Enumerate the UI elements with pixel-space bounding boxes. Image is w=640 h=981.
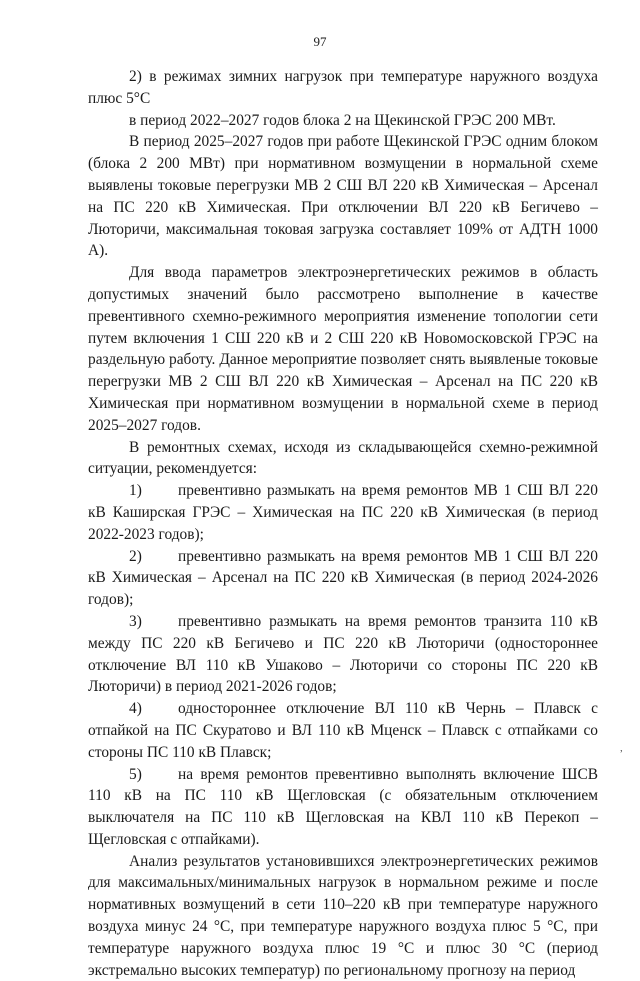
list-item-text: одностороннее отключение ВЛ 110 кВ Чернь – Плавск с отпайкой на ПС Скуратово и ВЛ 110 кВ Мценск – Плавск с отпайками со стороны ПС 110 кВ Плавск; — [88, 700, 598, 761]
paragraph: В ремонтных схемах, исходя из складывающейся схемно-режимной ситуации, рекомендуется: — [88, 438, 598, 478]
margin-mark: , — [620, 742, 623, 754]
page-number: 97 — [313, 34, 327, 49]
list-item — [88, 764, 598, 851]
paragraph: В период 2025–2027 годов при работе Щекинской ГРЭС одним блоком (блока 2 200 МВт) при нормативном возмущении в нормальной схеме выявлены токовые перегрузки МВ 2 СШ ВЛ 220 кВ Химическая – Арсенал на ПС 220 кВ Химическая. При отключении ВЛ 220 кВ Бегичево – Люторичи, максимальная токовая загрузка составляет 109% от АДТН 1000 А). — [88, 133, 598, 260]
document-body — [88, 66, 598, 981]
list-item-text: превентивно размыкать на время ремонтов транзита 110 кВ между ПС 220 кВ Бегичево и ПС 220 кВ Люторичи (одностороннее отключение ВЛ 110 кВ Ушаково – Люторичи со стороны ПС 220 кВ Люторичи) в период 2021-2026 годов; — [88, 612, 598, 696]
list-item — [88, 611, 598, 698]
list-item-number: 5) — [129, 765, 142, 783]
paragraph: 2) в режимах зимних нагрузок при температуре наружного воздуха плюс 5°С — [88, 68, 598, 107]
list-item — [88, 698, 598, 763]
list-item-number: 1) — [129, 482, 142, 500]
list-item — [88, 480, 598, 545]
paragraph: Анализ результатов установившихся электроэнергетических режимов для максимальных/минимальных нагрузок в нормальном режиме и после нормативных возмущений в сети 110–220 кВ при температуре наружного воздуха минус 24 °С, при температуре наружного воздуха плюс 5 °С, при температуре наружного воздуха плюс 19 °С и плюс 30 °С (период экстремально высоких температур) по региональному прогнозу на период — [88, 852, 598, 979]
list-item-number: 2) — [129, 547, 142, 565]
list-item-text: превентивно размыкать на время ремонтов МВ 1 СШ ВЛ 220 кВ Каширская ГРЭС – Химическая на ПС 220 кВ Химическая (в период 2022-2023 годов); — [88, 482, 598, 543]
paragraph: в период 2022–2027 годов блока 2 на Щекинской ГРЭС 200 МВт. — [129, 111, 556, 129]
paragraph: Для ввода параметров электроэнергетических режимов в область допустимых значений было рассмотрено выполнение в качестве превентивного схемно-режимного мероприятия изменение топологии сети путем включения 1 СШ 220 кВ и 2 СШ 220 кВ Новомосковской ГРЭС на раздельную работу. Данное мероприятие позволяет снять выявленые токовые перегрузки МВ 2 СШ ВЛ 220 кВ Химическая – Арсенал на ПС 220 кВ Химическая при нормативном возмущении в нормальной схеме в период 2025–2027 годов. — [88, 264, 598, 434]
list-item — [88, 546, 598, 611]
list-item-number: 3) — [129, 612, 142, 630]
list-item-number: 4) — [129, 700, 142, 718]
list-item-text: на время ремонтов превентивно выполнять включение ШСВ 110 кВ на ПС 110 кВ Щегловская (с обязательным отключением выключателя на ПС 110 кВ Щегловская на КВЛ 110 кВ Перекоп – Щегловская с отпайками). — [88, 765, 598, 848]
list-item-text: превентивно размыкать на время ремонтов МВ 1 СШ ВЛ 220 кВ Химическая – Арсенал на ПС 220 кВ Химическая (в период 2024-2026 годов); — [88, 547, 598, 609]
